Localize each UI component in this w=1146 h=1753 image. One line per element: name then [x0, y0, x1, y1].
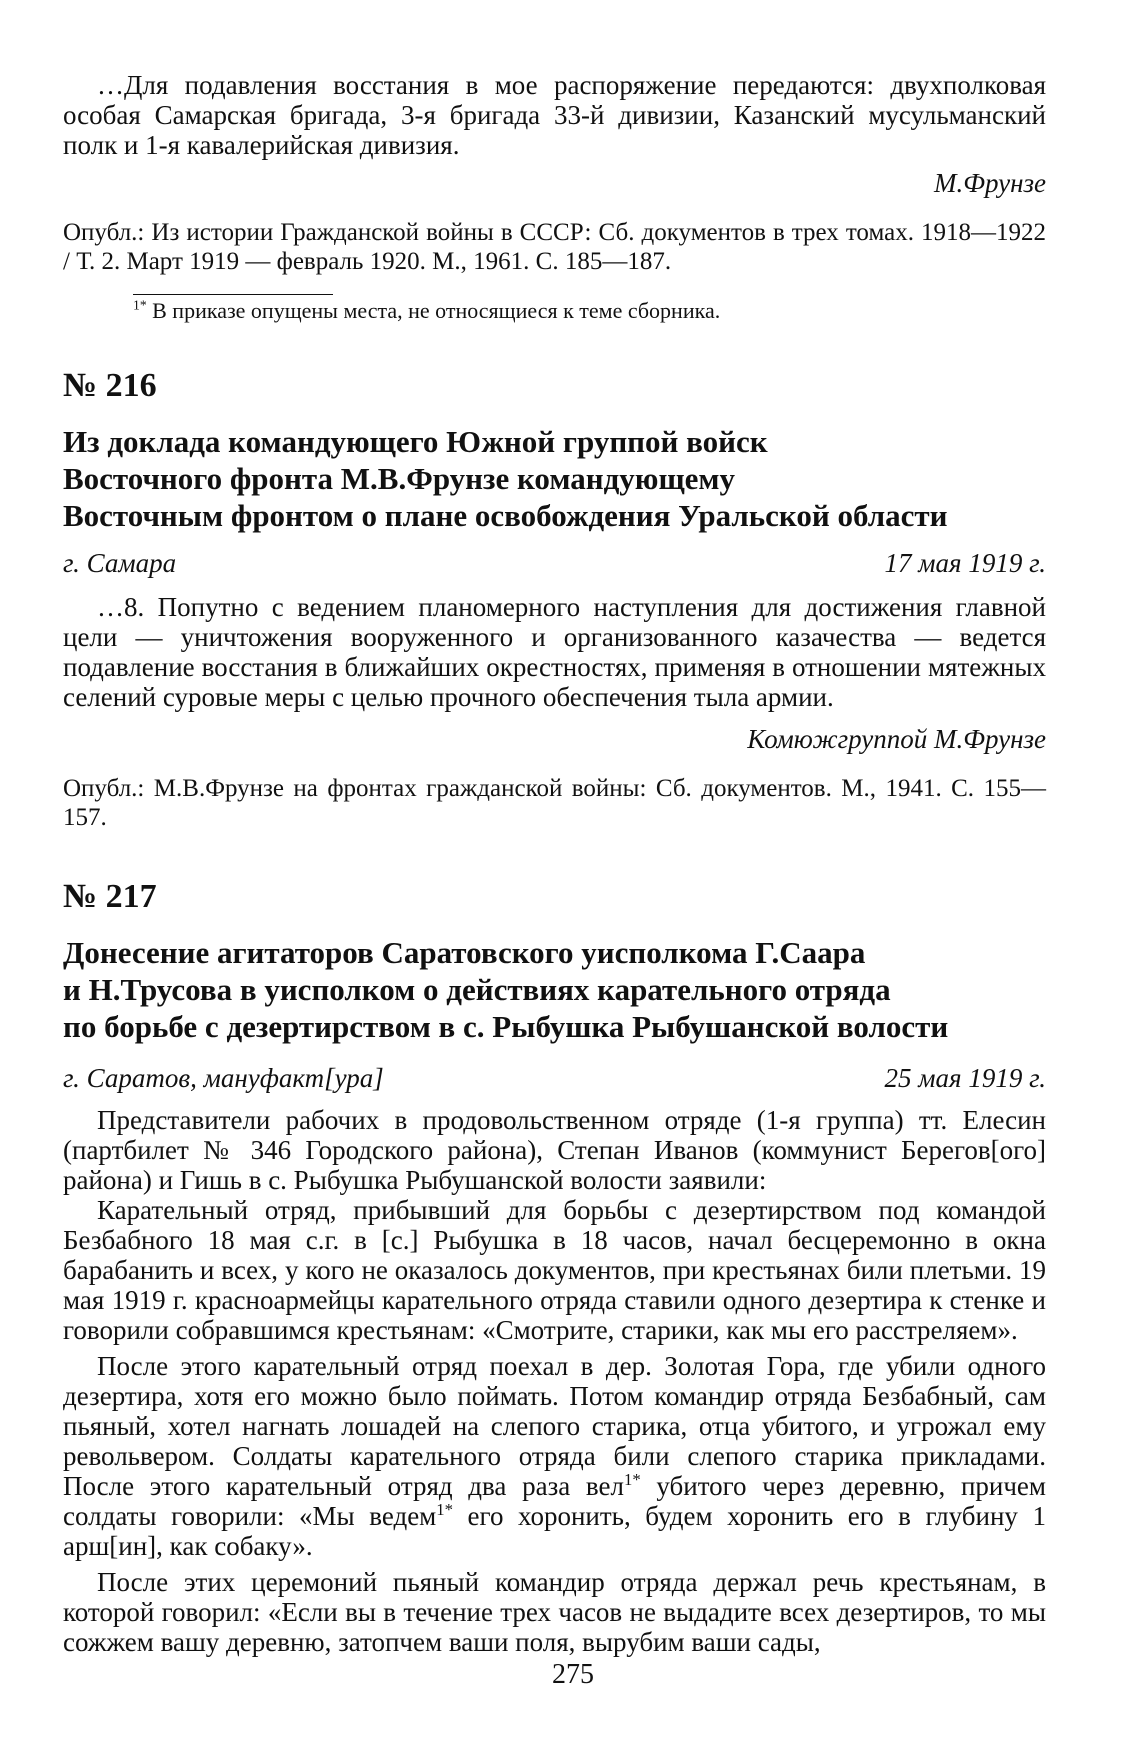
paragraph-text: После этого карательный отряд поехал в дер. Золотая Гора, где убили одного дезертира, хотя его можно было поймать. Потом командир отряда Безбабный, сам пьяный, хотел нагнать лошадей на слепого старика, отца убитого, и угрожал ему револьвером. Солдаты карательного отряда били слепого старика прикладами. После этого карательный отряд два раза вел — [63, 1351, 1046, 1501]
place: г. Самара — [63, 548, 177, 578]
document-number-216: № 216 — [63, 367, 157, 404]
footnote-mark: 1* — [623, 1470, 641, 1489]
footnote-mark: 1* — [133, 297, 147, 313]
place: г. Саратов, мануфакт[ура] — [63, 1063, 384, 1093]
paragraph-text: убитого через деревню, причем солдаты говорили: «Мы ведем — [63, 1471, 1047, 1531]
document-title-216 — [63, 423, 1046, 534]
dateline-217 — [63, 1063, 1046, 1093]
paragraph — [63, 1351, 1046, 1561]
document-text-216: …8. Попутно с ведением планомерного наступления для достижения главной цели — уничтожения вооруженного и организованного казачества — ведется подавление восстания в ближайших окрестностях, применяя в отношении мятежных селений суровые меры с целью прочного обеспечения тыла армии. — [63, 592, 1046, 712]
footnote-mark: 1* — [436, 1500, 453, 1519]
excerpt-paragraph: …Для подавления восстания в мое распоряжение передаются: двухполковая особая Самарская бригада, 3-я бригада 33-й дивизии, Казанский мусульманский полк и 1-я кавалерийская дивизия. — [63, 70, 1046, 160]
document-number-217: № 217 — [63, 878, 157, 915]
dateline-216 — [63, 548, 1046, 578]
title-line: по борьбе с дезертирством в с. Рыбушка Рыбушанской волости — [63, 1009, 949, 1044]
page-number: 275 — [552, 1659, 594, 1690]
title-line: Восточным фронтом о плане освобождения Уральской области — [63, 498, 948, 533]
title-line: Из доклада командующего Южной группой войск — [63, 424, 768, 459]
footnote-divider — [133, 294, 333, 295]
title-line: Донесение агитаторов Саратовского уисполкома Г.Саара — [63, 935, 866, 970]
date: 25 мая 1919 г. — [884, 1063, 1046, 1093]
paragraph: Представители рабочих в продовольственном отряде (1-я группа) тт. Елесин (партбилет № 346 Городского района), Степан Иванов (коммунист Берегов[ого] района) и Гишь в с. Рыбушка Рыбушанской волости заявили: — [63, 1105, 1046, 1195]
title-line: и Н.Трусова в уисполком о действиях карательного отряда — [63, 972, 891, 1007]
paragraph-text: его хоронить, будем хоронить его в глубину 1 арш[ин], как собаку». — [63, 1501, 1046, 1561]
document-title-217 — [63, 934, 1046, 1045]
source-note: Опубл.: Из истории Гражданской войны в СССР: Сб. документов в трех томах. 1918—1922 / Т. 2. Март 1919 — февраль 1920. М., 1961. С. 185—187. — [63, 219, 1046, 275]
title-line: Восточного фронта М.В.Фрунзе командующему — [63, 461, 736, 496]
source-note-216: Опубл.: М.В.Фрунзе на фронтах гражданской войны: Сб. документов. М., 1941. С. 155—157. — [63, 775, 1046, 831]
paragraph: После этих церемоний пьяный командир отряда держал речь крестьянам, в которой говорил: «Если вы в течение трех часов не выдадите всех дезертиров, то мы сожжем вашу деревню, затопчем ваши поля, вырубим ваши сады, — [63, 1567, 1046, 1657]
date: 17 мая 1919 г. — [884, 548, 1046, 578]
signature-216: Комюжгруппой М.Фрунзе — [747, 724, 1046, 754]
footnote — [133, 297, 1046, 325]
footnote-text: В приказе опущены места, не относящиеся к теме сборника. — [152, 298, 721, 323]
paragraph: Карательный отряд, прибывший для борьбы с дезертирством под командой Безбабного 18 мая с.г. в [с.] Рыбушка в 18 часов, начал бесцеремонно в окна барабанить и всех, у кого не оказалось документов, при крестьянах били плетьми. 19 мая 1919 г. красноармейцы карательного отряда ставили одного дезертира к стенке и говорили собравшимся крестьянам: «Смотрите, старики, как мы его расстреляем». — [63, 1195, 1046, 1345]
signature: М.Фрунзе — [934, 168, 1046, 198]
